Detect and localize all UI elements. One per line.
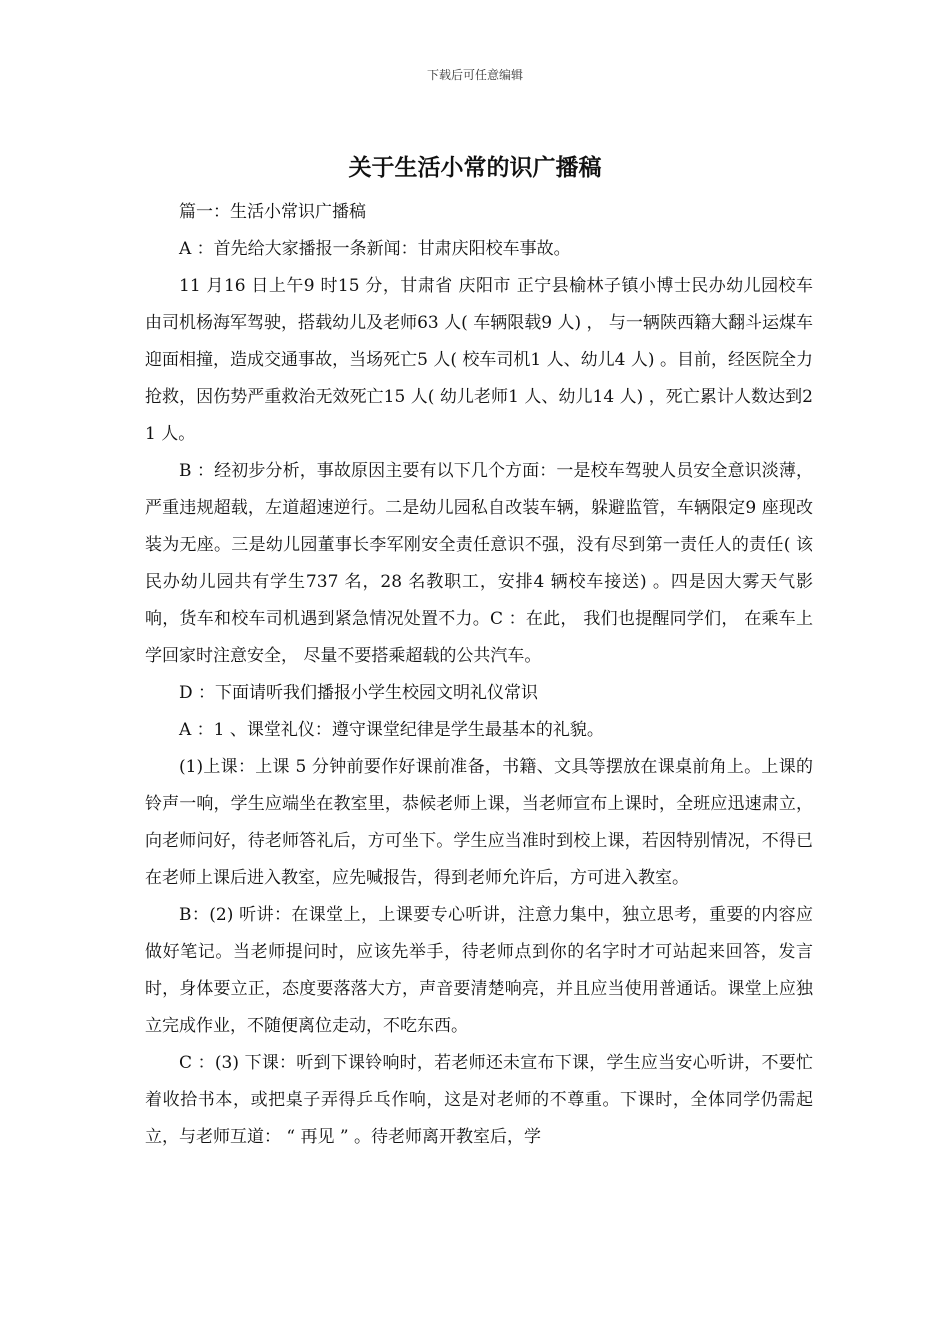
- paragraph-attending-class: (1)上课：上课 5 分钟前要作好课前准备，书籍、文具等摆放在课桌前角上。上课的铃声一响，学生应端坐在教室里，恭候老师上课，当老师宣布上课时，全班应迅速肃立，向老师问好，待老师答礼后，方可坐下。学生应当准时到校上课，若因特别情况，不得已在老师上课后进入教室，应先喊报告，得到老师允许后，方可进入教室。: [145, 757, 813, 888]
- paragraph-accident-causes: B ：经初步分析，事故原因主要有以下几个方面：一是校车驾驶人员安全意识淡薄，严重违规超载，左道超速逆行。二是幼儿园私自改装车辆，躲避监管，车辆限定9 座现改装为无座。三是幼儿园董事长李军刚安全责任意识不强，没有尽到第一责任人的责任( 该民办幼儿园共有学生737 名，28 名教职工，安排4 辆校车接送) 。四是因大雾天气影响，货车和校车司机遇到紧急情况处置不力。C ：在此， 我们也提醒同学们， 在乘车上学回家时注意安全， 尽量不要搭乘超载的公共汽车。: [145, 461, 813, 666]
- document-body: [145, 194, 813, 1156]
- paragraph-classroom-etiquette: A ：1 、课堂礼仪：遵守课堂纪律是学生最基本的礼貌。: [179, 720, 604, 740]
- paragraph-news-intro: A ：首先给大家播报一条新闻：甘肃庆阳校车事故。: [179, 239, 571, 259]
- paragraph-etiquette-intro: D ：下面请听我们播报小学生校园文明礼仪常识: [179, 683, 539, 703]
- header-note: 下载后可任意编辑: [426, 68, 523, 82]
- document-title: 关于生活小常的识广播稿: [348, 154, 602, 181]
- paragraph-end-of-class: C ：(3) 下课：听到下课铃响时，若老师还未宣布下课，学生应当安心听讲，不要忙着收拾书本，或把桌子弄得乒乓作响，这是对老师的不尊重。下课时，全体同学仍需起立，与老师互道： “ 再见 ” 。待老师离开教室后，学: [145, 1053, 813, 1147]
- paragraph-section-heading: 篇一：生活小常识广播稿: [179, 202, 366, 222]
- paragraph-accident-details: 11 月16 日上午9 时15 分，甘肃省 庆阳市 正宁县榆林子镇小博士民办幼儿园校车由司机杨海军驾驶，搭载幼儿及老师63 人( 车辆限载9 人) ， 与一辆陕西籍大翻斗运煤车 迎面相撞，造成交通事故，当场死亡5 人( 校车司机1 人、幼儿4 人) 。目前，经医院全力抢救，因伤势严重救治无效死亡15 人( 幼儿老师1 人、幼儿14 人) ，死亡累计人数达到21 人。: [145, 276, 813, 444]
- paragraph-listening: B：(2) 听讲：在课堂上，上课要专心听讲，注意力集中，独立思考，重要的内容应做好笔记。当老师提问时，应该先举手，待老师点到你的名字时才可站起来回答，发言时，身体要立正，态度要落落大方，声音要清楚响亮，并且应当使用普通话。课堂上应独立完成作业，不随便离位走动，不吃东西。: [145, 905, 813, 1036]
